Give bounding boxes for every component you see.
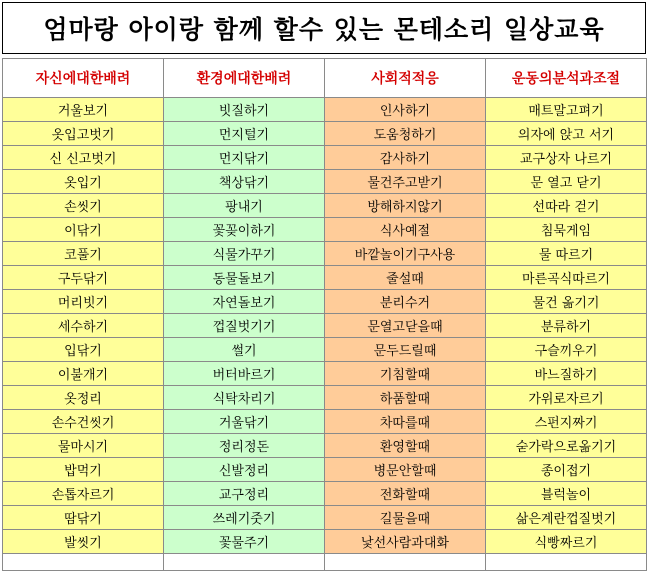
empty-row [3, 554, 647, 571]
environment-care-cell[interactable]: 쓰레기줏기 [164, 506, 325, 530]
page-title: 엄마랑 아이랑 함께 할수 있는 몬테소리 일상교육 [2, 2, 646, 54]
self-care-cell[interactable]: 발씻기 [3, 530, 164, 554]
motor-control-cell[interactable]: 구슬끼우기 [486, 338, 647, 362]
empty-cell[interactable] [3, 554, 164, 571]
environment-care-cell[interactable]: 빗질하기 [164, 98, 325, 122]
header-motor-control[interactable]: 운동의분석과조절 [486, 59, 647, 98]
motor-control-cell[interactable]: 교구상자 나르기 [486, 146, 647, 170]
table-row [3, 362, 647, 386]
self-care-cell[interactable]: 거울보기 [3, 98, 164, 122]
environment-care-cell[interactable]: 썰기 [164, 338, 325, 362]
table-row [3, 194, 647, 218]
self-care-cell[interactable]: 구두닦기 [3, 266, 164, 290]
empty-cell[interactable] [486, 554, 647, 571]
environment-care-cell[interactable]: 식물가꾸기 [164, 242, 325, 266]
self-care-cell[interactable]: 손씻기 [3, 194, 164, 218]
environment-care-cell[interactable]: 꽃꽂이하기 [164, 218, 325, 242]
self-care-cell[interactable]: 물마시기 [3, 434, 164, 458]
social-adaptation-cell[interactable]: 문두드릴때 [325, 338, 486, 362]
motor-control-cell[interactable]: 가위로자르기 [486, 386, 647, 410]
social-adaptation-cell[interactable]: 차따를때 [325, 410, 486, 434]
environment-care-cell[interactable]: 책상닦기 [164, 170, 325, 194]
empty-cell[interactable] [325, 554, 486, 571]
self-care-cell[interactable]: 입닦기 [3, 338, 164, 362]
environment-care-cell[interactable]: 버터바르기 [164, 362, 325, 386]
environment-care-cell[interactable]: 껍질벗기기 [164, 314, 325, 338]
social-adaptation-cell[interactable]: 환영할때 [325, 434, 486, 458]
environment-care-cell[interactable]: 팡내기 [164, 194, 325, 218]
motor-control-cell[interactable]: 의자에 앉고 서기 [486, 122, 647, 146]
table-row [3, 482, 647, 506]
environment-care-cell[interactable]: 정리정돈 [164, 434, 325, 458]
social-adaptation-cell[interactable]: 줄설때 [325, 266, 486, 290]
self-care-cell[interactable]: 손수건씻기 [3, 410, 164, 434]
motor-control-cell[interactable]: 마른곡식따르기 [486, 266, 647, 290]
table-row [3, 242, 647, 266]
motor-control-cell[interactable]: 침묵게임 [486, 218, 647, 242]
motor-control-cell[interactable]: 분류하기 [486, 314, 647, 338]
table-row [3, 434, 647, 458]
self-care-cell[interactable]: 손톱자르기 [3, 482, 164, 506]
self-care-cell[interactable]: 신 신고벗기 [3, 146, 164, 170]
motor-control-cell[interactable]: 바느질하기 [486, 362, 647, 386]
self-care-cell[interactable]: 이닦기 [3, 218, 164, 242]
table-row [3, 290, 647, 314]
activity-table [2, 58, 647, 571]
social-adaptation-cell[interactable]: 물건주고받기 [325, 170, 486, 194]
table-row [3, 530, 647, 554]
environment-care-cell[interactable]: 교구정리 [164, 482, 325, 506]
empty-cell[interactable] [164, 554, 325, 571]
environment-care-cell[interactable]: 꽃물주기 [164, 530, 325, 554]
environment-care-cell[interactable]: 먼지닦기 [164, 146, 325, 170]
header-environment-care[interactable]: 환경에대한배려 [164, 59, 325, 98]
table-row [3, 98, 647, 122]
motor-control-cell[interactable]: 삶은계란껍질벗기 [486, 506, 647, 530]
motor-control-cell[interactable]: 물 따르기 [486, 242, 647, 266]
social-adaptation-cell[interactable]: 전화할때 [325, 482, 486, 506]
environment-care-cell[interactable]: 식탁차리기 [164, 386, 325, 410]
self-care-cell[interactable]: 옷정리 [3, 386, 164, 410]
motor-control-cell[interactable]: 물건 옮기기 [486, 290, 647, 314]
social-adaptation-cell[interactable]: 바깥놀이기구사용 [325, 242, 486, 266]
social-adaptation-cell[interactable]: 식사예절 [325, 218, 486, 242]
motor-control-cell[interactable]: 선따라 걷기 [486, 194, 647, 218]
self-care-cell[interactable]: 옷입고벗기 [3, 122, 164, 146]
header-social-adaptation[interactable]: 사회적적응 [325, 59, 486, 98]
self-care-cell[interactable]: 밥먹기 [3, 458, 164, 482]
table-row [3, 314, 647, 338]
self-care-cell[interactable]: 코풀기 [3, 242, 164, 266]
table-row [3, 122, 647, 146]
header-self-care[interactable]: 자신에대한배려 [3, 59, 164, 98]
motor-control-cell[interactable]: 문 열고 닫기 [486, 170, 647, 194]
table-row [3, 410, 647, 434]
self-care-cell[interactable]: 이불개기 [3, 362, 164, 386]
social-adaptation-cell[interactable]: 문열고닫을때 [325, 314, 486, 338]
self-care-cell[interactable]: 옷입기 [3, 170, 164, 194]
self-care-cell[interactable]: 땀닦기 [3, 506, 164, 530]
self-care-cell[interactable]: 세수하기 [3, 314, 164, 338]
environment-care-cell[interactable]: 먼지털기 [164, 122, 325, 146]
motor-control-cell[interactable]: 숟가락으로옮기기 [486, 434, 647, 458]
social-adaptation-cell[interactable]: 분리수거 [325, 290, 486, 314]
table-row [3, 170, 647, 194]
self-care-cell[interactable]: 머리빗기 [3, 290, 164, 314]
social-adaptation-cell[interactable]: 길물을때 [325, 506, 486, 530]
motor-control-cell[interactable]: 스펀지짜기 [486, 410, 647, 434]
motor-control-cell[interactable]: 종이접기 [486, 458, 647, 482]
table-row [3, 338, 647, 362]
social-adaptation-cell[interactable]: 하품할때 [325, 386, 486, 410]
social-adaptation-cell[interactable]: 도움청하기 [325, 122, 486, 146]
header-row [3, 59, 647, 98]
table-row [3, 506, 647, 530]
social-adaptation-cell[interactable]: 감사하기 [325, 146, 486, 170]
table-row [3, 218, 647, 242]
social-adaptation-cell[interactable]: 낯선사람과대화 [325, 530, 486, 554]
motor-control-cell[interactable]: 매트말고펴기 [486, 98, 647, 122]
table-row [3, 266, 647, 290]
environment-care-cell[interactable]: 자연돌보기 [164, 290, 325, 314]
table-row [3, 458, 647, 482]
motor-control-cell[interactable]: 식빵짜르기 [486, 530, 647, 554]
social-adaptation-cell[interactable]: 인사하기 [325, 98, 486, 122]
environment-care-cell[interactable]: 신발정리 [164, 458, 325, 482]
table-row [3, 386, 647, 410]
environment-care-cell[interactable]: 거울닦기 [164, 410, 325, 434]
social-adaptation-cell[interactable]: 방해하지않기 [325, 194, 486, 218]
environment-care-cell[interactable]: 동물돌보기 [164, 266, 325, 290]
table-row [3, 146, 647, 170]
motor-control-cell[interactable]: 블럭놀이 [486, 482, 647, 506]
social-adaptation-cell[interactable]: 병문안할때 [325, 458, 486, 482]
social-adaptation-cell[interactable]: 기침할때 [325, 362, 486, 386]
